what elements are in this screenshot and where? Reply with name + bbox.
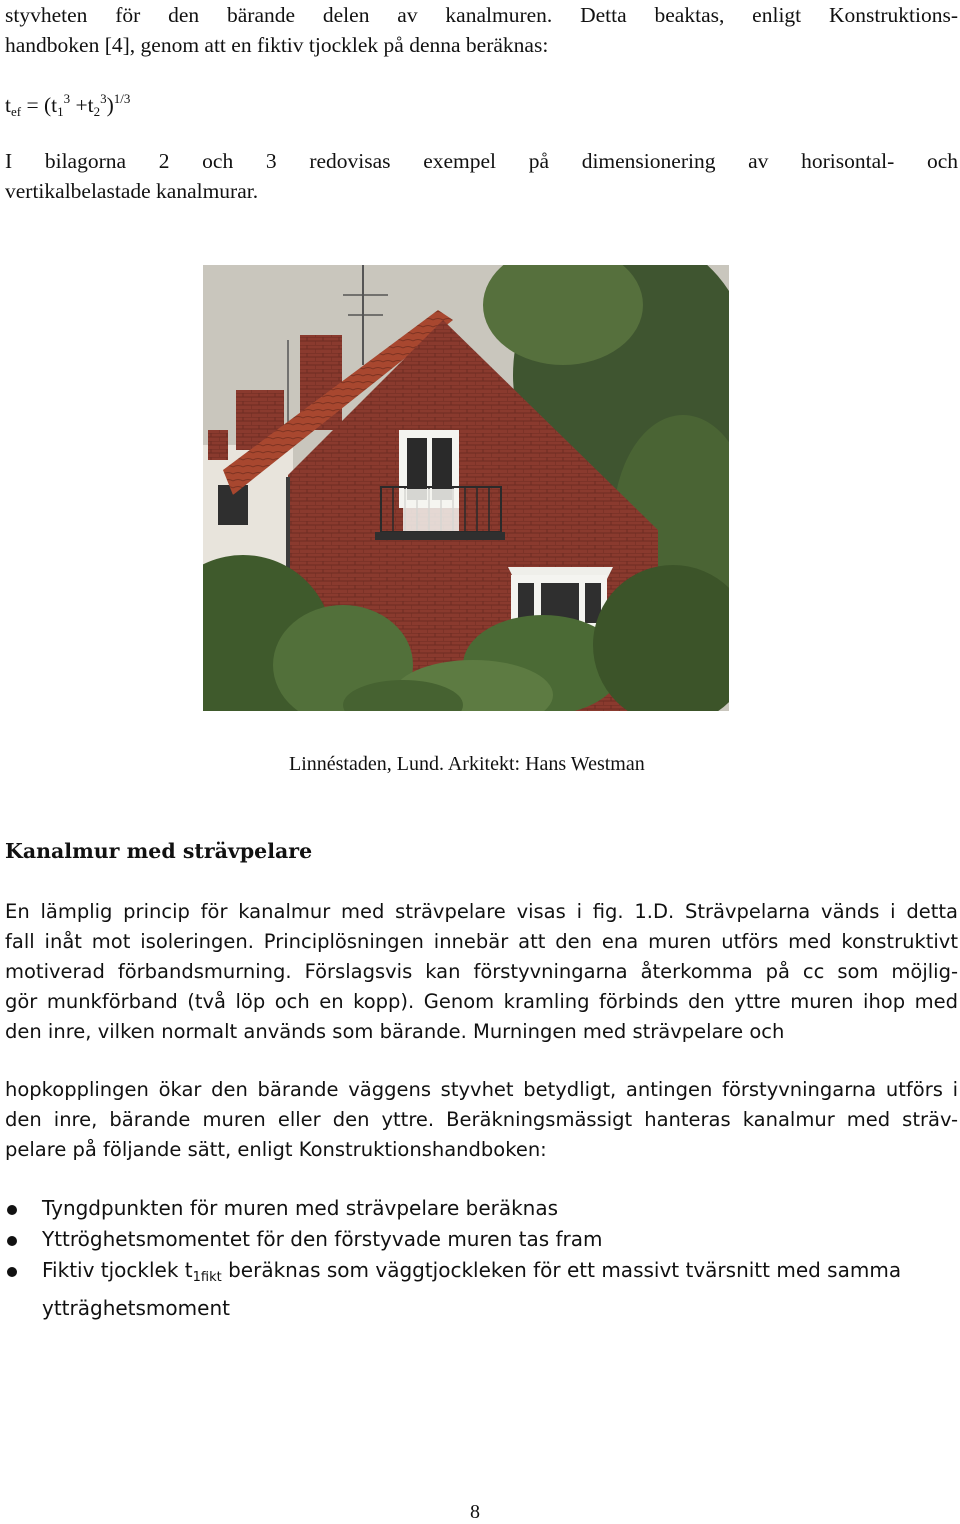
section-para1-line-2: fall inåt mot isoleringen. Principlösningen innebär att den ena muren utförs med konstruktivt	[5, 930, 958, 953]
photo-caption: Linnéstaden, Lund. Arkitekt: Hans Westman	[289, 753, 645, 775]
bilagor-line-2: vertikalbelastade kanalmurar.	[5, 179, 259, 203]
bullet-list	[5, 1193, 945, 1324]
bullet-icon	[7, 1236, 17, 1246]
section-para2-line-3: pelare på följande sätt, enligt Konstruktionshandboken:	[5, 1138, 547, 1161]
section-para1-line-3: motiverad förbandsmurning. Förslagsvis kan förstyvningarna återkomma på cc som möjlig-	[5, 960, 958, 983]
section-para1-line-4: gör munkförband (två löp och en kopp). Genom kramling förbinds den yttre muren ihop med	[5, 990, 958, 1013]
intro-line-2: handboken [4], genom att en fiktiv tjocklek på denna beräknas:	[5, 33, 549, 57]
intro-line-1: styvheten för den bärande delen av kanalmuren. Detta beaktas, enligt Konstruktions-	[5, 3, 958, 27]
bullet-item-1: Tyngdpunkten för muren med strävpelare beräknas	[5, 1193, 945, 1224]
bullet-icon	[7, 1267, 17, 1277]
section-heading: Kanalmur med strävpelare	[5, 839, 313, 863]
bullet-icon	[7, 1205, 17, 1215]
house-photo	[203, 265, 729, 711]
bullet-item-3: Fiktiv tjocklek $t_{1fikt}$ beräknas som väggtjockleken för ett massivt tvärsnitt med samma ytträghetsmoment	[5, 1255, 945, 1324]
section-para1-line-1: En lämplig princip för kanalmur med strävpelare visas i fig. 1.D. Strävpelarna vänds i detta	[5, 900, 958, 923]
section-para2-line-2: den inre, bärande muren eller den yttre. Beräkningsmässigt hanteras kanalmur med sträv-	[5, 1108, 958, 1131]
bullet-item-2: Yttröghetsmomentet för den förstyvade muren tas fram	[5, 1224, 945, 1255]
thickness-formula: $t_{ef} = (t_1^3 +t_2^3)^{1/3}$	[5, 91, 131, 119]
bilagor-line-1: I bilagorna 2 och 3 redovisas exempel på dimensionering av horisontal- och	[5, 149, 958, 173]
section-para1-line-5: den inre, vilken normalt används som bärande. Murningen med strävpelare och	[5, 1020, 785, 1043]
section-para2-line-1: hopkopplingen ökar den bärande väggens styvhet betydligt, antingen förstyvningarna utförs i	[5, 1078, 958, 1101]
page-number: 8	[470, 1501, 480, 1523]
